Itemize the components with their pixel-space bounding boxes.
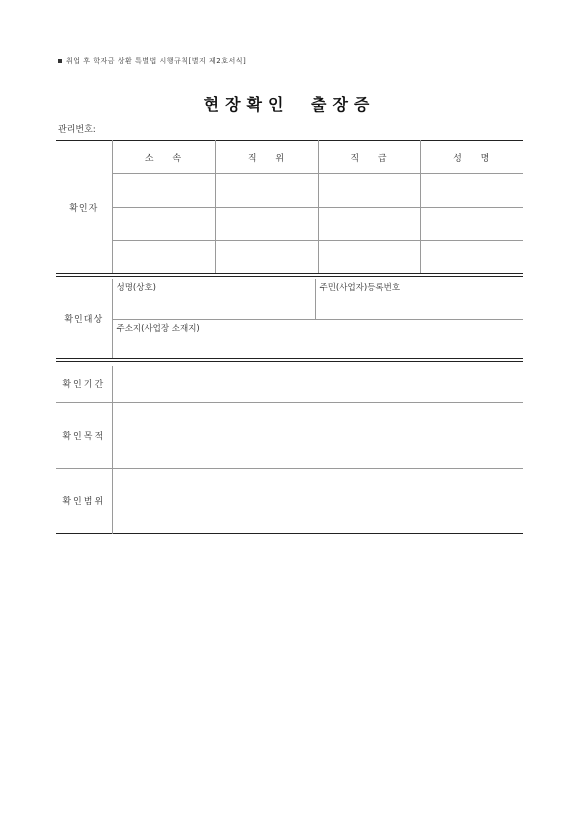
subject-table — [56, 279, 523, 359]
name-cell[interactable] — [420, 241, 523, 274]
document-title: 현장확인 출장증 — [203, 95, 376, 114]
rank-cell[interactable] — [318, 208, 420, 241]
name-cell[interactable] — [420, 208, 523, 241]
scope-field[interactable] — [112, 468, 523, 533]
name-field[interactable] — [112, 279, 315, 319]
position-cell[interactable] — [215, 208, 318, 241]
header-name: 성 명 — [420, 141, 523, 174]
rank-cell[interactable] — [318, 174, 420, 208]
position-cell[interactable] — [215, 241, 318, 274]
inspection-details-table — [56, 366, 523, 534]
affiliation-cell[interactable] — [112, 241, 215, 274]
period-field[interactable] — [112, 366, 523, 402]
form-reference — [58, 56, 246, 66]
confirmer-row — [56, 174, 523, 208]
management-number-label: 관리번호: — [58, 125, 96, 135]
confirmer-label: 확인자 — [56, 141, 112, 274]
name-field-label: 성명(상호) — [116, 283, 156, 293]
registration-number-label: 주민(사업자)등록번호 — [319, 283, 401, 293]
affiliation-cell[interactable] — [112, 174, 215, 208]
name-cell[interactable] — [420, 174, 523, 208]
confirmer-table — [56, 140, 523, 274]
address-field-label: 주소지(사업장 소재지) — [116, 323, 200, 334]
affiliation-cell[interactable] — [112, 208, 215, 241]
period-label: 확인기간 — [56, 366, 112, 402]
confirmer-row — [56, 241, 523, 274]
double-divider — [56, 273, 523, 277]
purpose-label: 확인목적 — [56, 402, 112, 468]
confirmer-row — [56, 208, 523, 241]
double-divider — [56, 358, 523, 362]
header-affiliation: 소 속 — [112, 141, 215, 174]
scope-label: 확인범위 — [56, 468, 112, 533]
form-reference-text: 취업 후 학자금 상환 특별법 시행규칙[별지 제2호서식] — [66, 57, 247, 65]
address-field[interactable] — [112, 319, 523, 358]
square-bullet-icon — [58, 59, 62, 63]
header-position: 직 위 — [215, 141, 318, 174]
registration-number-field[interactable] — [315, 279, 523, 319]
purpose-field[interactable] — [112, 402, 523, 468]
header-rank: 직 급 — [318, 141, 420, 174]
position-cell[interactable] — [215, 174, 318, 208]
rank-cell[interactable] — [318, 241, 420, 274]
subject-label: 확인대상 — [56, 279, 112, 358]
